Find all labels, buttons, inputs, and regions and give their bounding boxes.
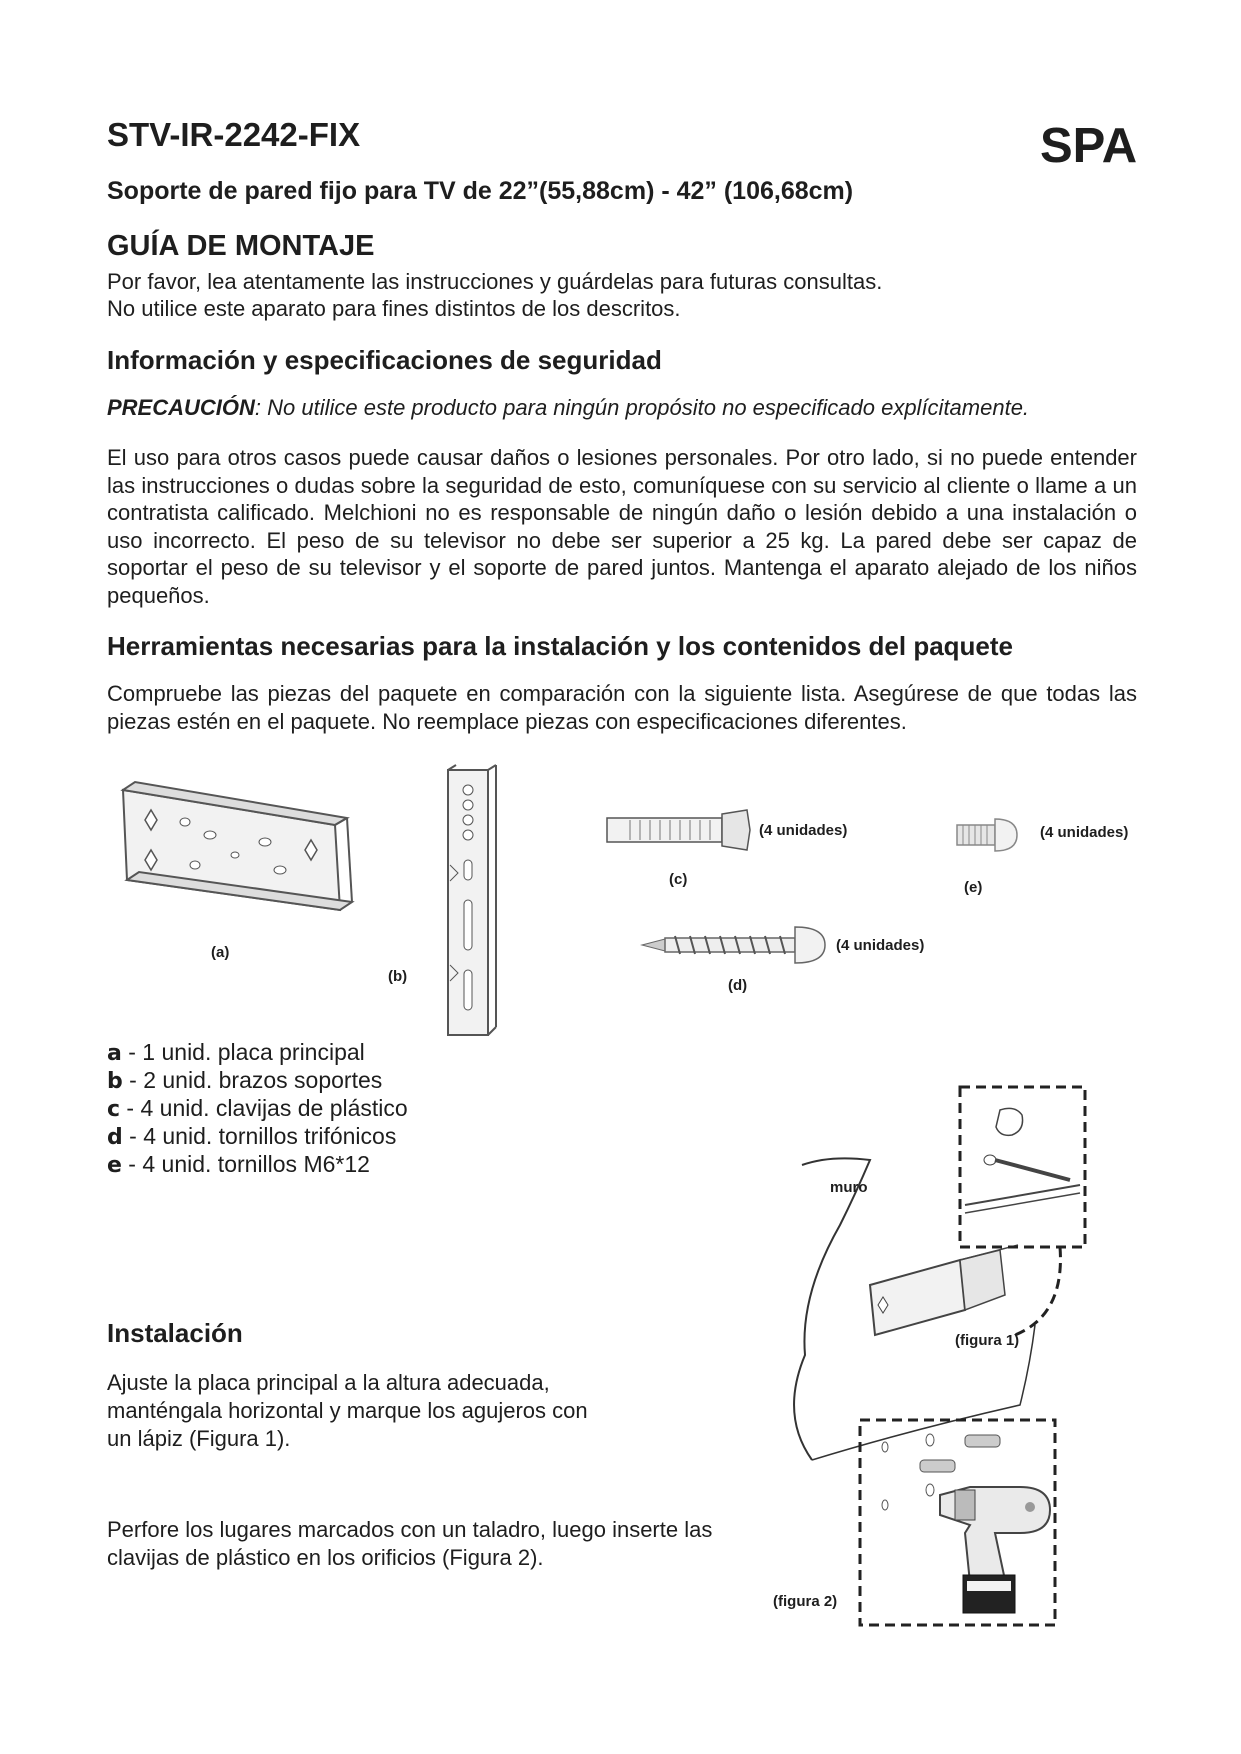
figure-2-illustration <box>855 1415 1065 1630</box>
label-b: (b) <box>388 968 408 985</box>
tools-heading: Herramientas necesarias para la instalación y los contenidos del paquete <box>107 631 1014 661</box>
wall-label: muro <box>830 1179 868 1196</box>
model-number: STV-IR-2242-FIX <box>107 116 361 153</box>
qty-c: (4 unidades) <box>759 822 848 839</box>
label-a: (a) <box>211 944 230 961</box>
product-subtitle: Soporte de pared fijo para TV de 22”(55,88cm) - 42” (106,68cm) <box>107 177 854 205</box>
main-plate-illustration <box>115 780 355 920</box>
caution-label: PRECAUCIÓN <box>107 395 255 420</box>
caution-line <box>107 395 1029 421</box>
plastic-anchor-illustration <box>605 810 755 850</box>
support-arm-illustration <box>440 765 500 1040</box>
parts-list <box>107 1039 408 1179</box>
intro-line-2: No utilice este aparato para fines distintos de los descritos. <box>107 296 681 321</box>
parts-list-item: c - 4 unid. clavijas de plástico <box>107 1095 408 1122</box>
parts-list-item: a - 1 unid. placa principal <box>107 1039 365 1066</box>
safety-paragraph: El uso para otros casos puede causar daños o lesiones personales. Por otro lado, si no puede entender las instrucciones o dudas sobre la seguridad de esto, comuníquese con su servicio al cliente o llame a un contratista calificado. Melchioni no es responsable de ningún daño o lesión debido a una instalación o uso incorrecto. El peso de su televisor no debe ser superior a 25 kg. La pared debe ser capaz de soportar el peso de su televisor y el soporte de pared juntos. Mantenga el aparato alejado de los niños pequeños. <box>107 445 1137 608</box>
wood-screw-illustration <box>640 925 830 965</box>
safety-heading: Información y especificaciones de seguridad <box>107 345 662 375</box>
qty-d: (4 unidades) <box>836 937 925 954</box>
qty-e: (4 unidades) <box>1040 824 1129 841</box>
parts-list-item: b - 2 unid. brazos soportes <box>107 1067 383 1094</box>
figure-1-illustration <box>760 1085 1100 1465</box>
label-d: (d) <box>728 977 748 994</box>
guide-title: GUÍA DE MONTAJE <box>107 230 375 262</box>
parts-list-item: d - 4 unid. tornillos trifónicos <box>107 1123 397 1150</box>
figure-2-label: (figura 2) <box>773 1593 838 1610</box>
language-code: SPA <box>1040 119 1138 173</box>
figure-1-label: (figura 1) <box>955 1332 1020 1349</box>
parts-list-item: e - 4 unid. tornillos M6*12 <box>107 1151 370 1178</box>
label-c: (c) <box>669 871 688 888</box>
tools-paragraph: Compruebe las piezas del paquete en comparación con la siguiente lista. Asegúrese de que todas las piezas estén en el paquete. No reemplace piezas con especificaciones diferentes. <box>107 681 1137 734</box>
label-e: (e) <box>964 879 983 896</box>
installation-heading: Instalación <box>107 1318 243 1348</box>
caution-text: : No utilice este producto para ningún propósito no especificado explícitamente. <box>254 395 1030 420</box>
intro-line-1: Por favor, lea atentamente las instrucciones y guárdelas para futuras consultas. <box>107 269 883 294</box>
m6-screw-illustration <box>955 815 1025 855</box>
intro-text <box>107 268 882 322</box>
installation-step-1: Ajuste la placa principal a la altura adecuada, manténgala horizontal y marque los agujeros con un lápiz (Figura 1). <box>107 1370 588 1451</box>
installation-step-2: Perfore los lugares marcados con un taladro, luego inserte las clavijas de plástico en los orificios (Figura 2). <box>107 1517 713 1570</box>
